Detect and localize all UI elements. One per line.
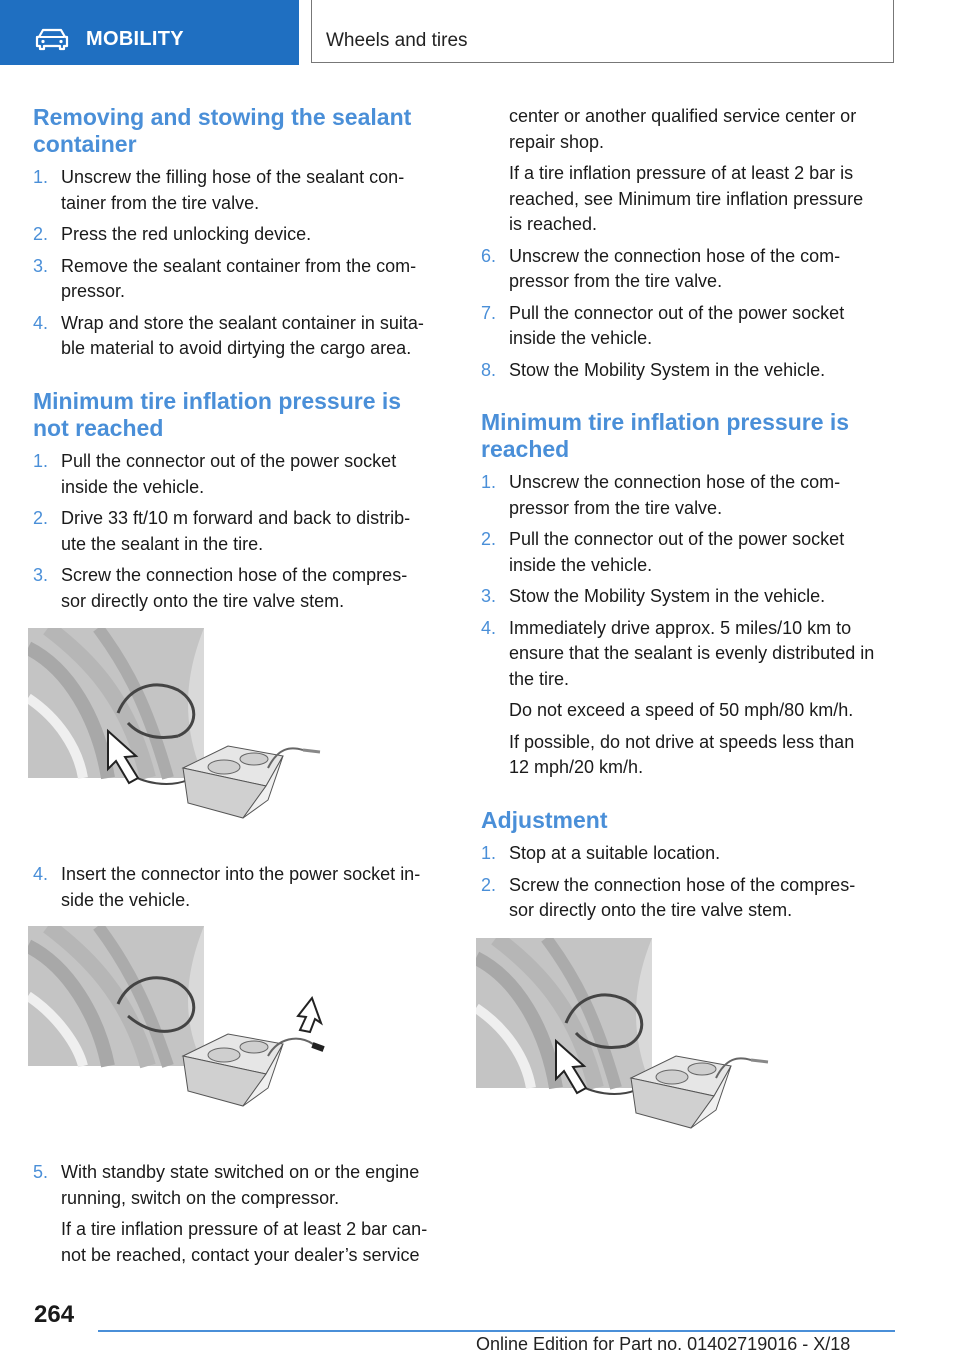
step-text: inside the vehicle.: [509, 328, 653, 348]
section-title: MOBILITY: [86, 28, 184, 50]
step-text: Pull the connector out of the power socket: [509, 529, 845, 549]
footer-divider: [98, 1330, 895, 1332]
compressor-adjustment-illustration: [476, 938, 776, 1150]
chapter-title: Wheels and tires: [326, 30, 468, 51]
list-item: [33, 1160, 448, 1211]
list-item: [481, 470, 896, 521]
section-reached: [481, 409, 896, 463]
step-text: Insert the connector into the power socket in‐: [61, 864, 421, 884]
list-item: [33, 862, 448, 913]
step-text: pressor.: [61, 281, 126, 301]
section-tab[interactable]: [0, 0, 299, 65]
step-text: pressor from the tire valve.: [509, 271, 723, 291]
step-text: tainer from the tire valve.: [61, 192, 260, 213]
chapter-header: [311, 0, 894, 63]
step-number: 1.: [33, 167, 49, 187]
car-icon: [34, 27, 70, 51]
step-number: 2.: [481, 529, 497, 549]
compressor-connected-illustration: [28, 628, 328, 840]
list-item: [33, 311, 448, 362]
list-item: [33, 563, 448, 614]
footer-edition: Online Edition for Part no. 01402719016 - X/18: [476, 1334, 851, 1354]
step-text: inside the vehicle.: [509, 554, 653, 575]
right-continuation: [481, 104, 896, 383]
heading-adjustment: Adjustment: [481, 807, 608, 833]
step-number: 3.: [33, 255, 49, 276]
list-item: [33, 254, 448, 305]
section-adjustment: [481, 807, 896, 834]
list-item: [481, 358, 896, 384]
note-text: If a tire inflation pressure of at least 2 bar can‐: [61, 1219, 428, 1239]
step-text: Stow the Mobility System in the vehicle.: [509, 359, 826, 380]
note-text: not be reached, contact your dealer’s service: [61, 1244, 420, 1265]
heading-removing-l1: Removing and stowing the sealant: [33, 104, 412, 130]
list-item: [481, 584, 896, 610]
step-number: 4.: [33, 864, 49, 884]
not-reached-step-4: [33, 862, 448, 913]
heading-removing-l2: container: [33, 131, 137, 157]
step-number: 3.: [33, 565, 49, 585]
step-text: inside the vehicle.: [61, 476, 205, 497]
list-item: [481, 873, 896, 924]
step-number: 2.: [33, 508, 49, 528]
list-item: [481, 244, 896, 295]
list-item: [481, 841, 896, 867]
list-item: [33, 222, 448, 248]
note-text: is reached.: [509, 214, 598, 234]
list-item: [33, 165, 448, 216]
not-reached-step-5: [33, 1160, 448, 1268]
step-text: Pull the connector out of the power socket: [509, 302, 845, 323]
note-text: If a tire inflation pressure of at least 2 bar is: [509, 163, 854, 183]
step-number: 5.: [33, 1162, 49, 1182]
list-item: [481, 527, 896, 578]
step-text: ute the sealant in the tire.: [61, 533, 264, 554]
heading-reached-l2: reached: [481, 436, 570, 462]
power-socket-illustration: [28, 926, 338, 1126]
list-item: [33, 506, 448, 557]
step-text: Drive 33 ft/10 m forward and back to distrib‐: [61, 508, 411, 528]
step-text: side the vehicle.: [61, 889, 191, 910]
step-text: Immediately drive approx. 5 miles/10 km to: [509, 617, 852, 638]
step-text: ensure that the sealant is evenly distributed in: [509, 643, 875, 663]
note: [481, 161, 896, 238]
step-number: 4.: [33, 312, 49, 333]
note-text: repair shop.: [509, 131, 605, 152]
note-text: Do not exceed a speed of 50 mph/80 km/h.: [509, 700, 854, 720]
step-number: 8.: [481, 359, 497, 380]
step-text: Pull the connector out of the power socket: [61, 451, 397, 471]
note: [33, 1217, 448, 1268]
step-text: Stow the Mobility System in the vehicle.: [509, 586, 826, 606]
step-number: 4.: [481, 617, 497, 638]
step-text: Unscrew the filling hose of the sealant con‐: [61, 167, 405, 187]
step-text: pressor from the tire valve.: [509, 497, 723, 518]
note-text: center or another qualified service center or: [509, 106, 857, 126]
note-text: reached, see Minimum tire inflation pressure: [509, 188, 864, 209]
step-number: 1.: [481, 472, 497, 492]
not-reached-steps: [33, 449, 448, 614]
step-text: sor directly onto the tire valve stem.: [509, 900, 793, 920]
page-number: 264: [34, 1301, 75, 1328]
list-item: [481, 616, 949, 693]
list-item: [33, 449, 448, 500]
note-text: 12 mph/20 km/h.: [509, 757, 644, 777]
step-text: Screw the connection hose of the compres‐: [509, 874, 856, 895]
step-text: running, switch on the compressor.: [61, 1187, 340, 1208]
step-text: Screw the connection hose of the compres‐: [61, 565, 408, 585]
step-number: 2.: [33, 224, 49, 244]
step-number: 6.: [481, 245, 497, 266]
step-text: the tire.: [509, 668, 570, 689]
step-number: 7.: [481, 302, 497, 323]
step-text: sor directly onto the tire valve stem.: [61, 590, 345, 611]
removing-steps: [33, 165, 448, 362]
adjustment-steps: [481, 841, 896, 924]
reached-steps: [481, 470, 896, 781]
step-text: Remove the sealant container from the com‐: [61, 255, 417, 276]
step-text: Wrap and store the sealant container in suita‐: [61, 312, 424, 333]
heading-not-reached-l2: not reached: [33, 415, 164, 441]
note: [481, 698, 896, 724]
note-text: If possible, do not drive at speeds less than: [509, 731, 855, 752]
heading-not-reached-l1: Minimum tire inflation pressure is: [33, 388, 402, 414]
step-text: Press the red unlocking device.: [61, 224, 312, 244]
step-text: Unscrew the connection hose of the com‐: [509, 245, 841, 266]
step-number: 3.: [481, 586, 497, 606]
note: [481, 104, 896, 155]
step-text: ble material to avoid dirtying the cargo area.: [61, 338, 412, 358]
step-number: 2.: [481, 874, 497, 895]
step-number: 1.: [481, 843, 497, 863]
step-number: 1.: [33, 451, 49, 471]
section-not-reached: [33, 388, 448, 442]
step-text: Stop at a suitable location.: [509, 843, 721, 863]
list-item: [481, 301, 896, 352]
step-text: Unscrew the connection hose of the com‐: [509, 472, 841, 492]
note: [481, 730, 896, 781]
section-removing-stowing: [33, 104, 448, 158]
heading-reached-l1: Minimum tire inflation pressure is: [481, 409, 850, 435]
step-text: With standby state switched on or the engine: [61, 1162, 420, 1182]
